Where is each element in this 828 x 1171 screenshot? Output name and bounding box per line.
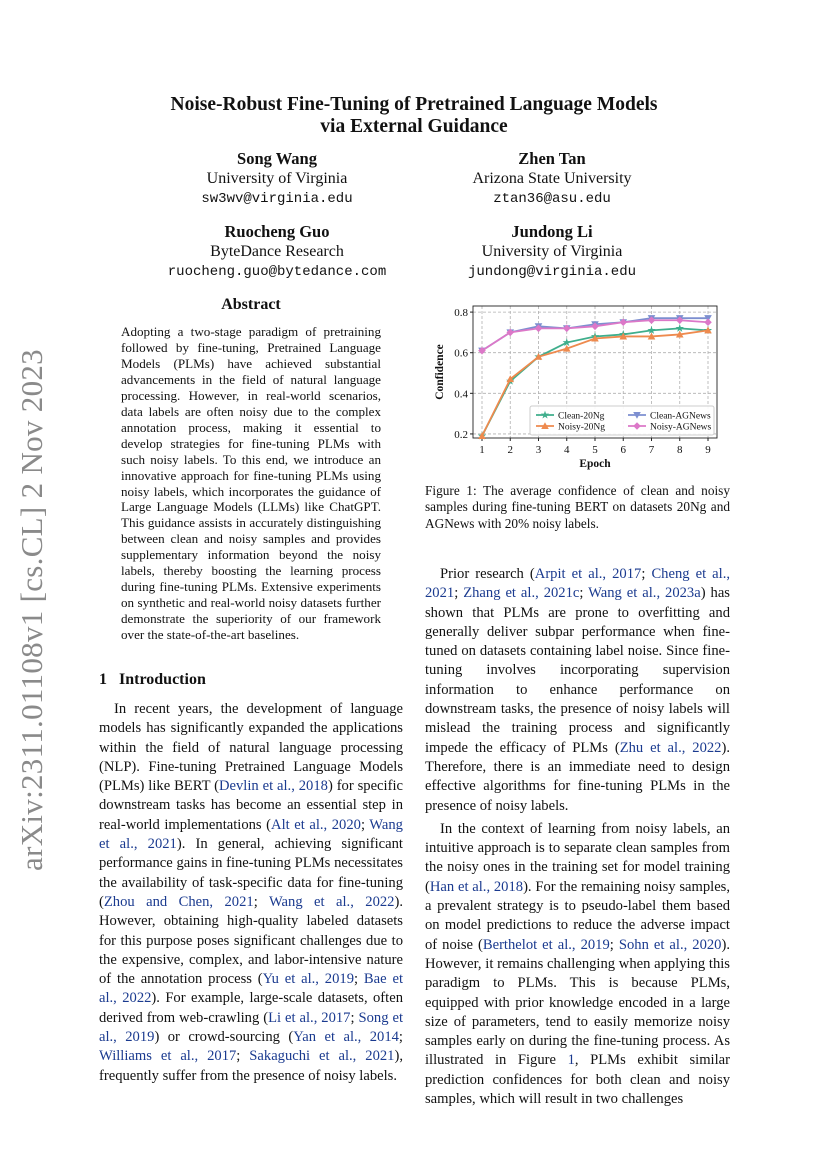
legend-label: Clean-20Ng [558, 411, 605, 422]
y-tick-label: 0.4 [454, 388, 468, 401]
author-block-3 [127, 222, 427, 282]
text-run: ; [360, 816, 370, 833]
x-tick-label: 5 [592, 444, 598, 456]
section-heading-introduction: 1 Introduction [99, 671, 206, 688]
author-email[interactable]: ztan36@asu.edu [493, 191, 611, 207]
author-email[interactable]: sw3wv@virginia.edu [201, 191, 353, 207]
text-run: ; [579, 585, 589, 602]
legend-label: Noisy-AGNews [650, 422, 712, 433]
y-tick-label: 0.8 [454, 307, 468, 320]
text-run: ). In general, achieving significant performance gains in fine-tuning PLMs necessitates the availability of task-specific data for fine-tuning ( [99, 836, 403, 910]
x-tick-label: 4 [564, 444, 570, 456]
x-tick-label: 9 [705, 444, 711, 456]
citation-link[interactable]: Berthelot et al., 2019 [482, 936, 610, 953]
author-name: Zhen Tan [518, 149, 586, 168]
arxiv-identifier: arXiv:2311.01108v1 [cs.CL] 2 Nov 2023 [14, 349, 49, 871]
author-name: Ruocheng Guo [224, 222, 330, 241]
citation-link[interactable]: Alt et al., 2020 [271, 816, 361, 833]
text-run: ; [641, 566, 652, 582]
paragraph [99, 700, 403, 1086]
text-run: ; [609, 936, 619, 953]
author-affiliation: ByteDance Research [210, 243, 344, 260]
citation-link[interactable]: Han et al., 2018 [429, 878, 524, 895]
text-run: , PLMs exhibit similar prediction confidences for both clean and noisy samples, which will result in two challenges [425, 1052, 731, 1108]
x-tick-label: 6 [620, 444, 626, 456]
citation-link[interactable]: Yu et al., 2019 [262, 971, 354, 988]
text-run: ; [454, 585, 464, 602]
author-name: Jundong Li [511, 222, 593, 241]
author-block-2 [402, 149, 702, 209]
paragraph [425, 565, 730, 816]
citation-link[interactable]: 1 [567, 1052, 575, 1069]
x-tick-label: 3 [535, 444, 542, 456]
text-run: ; [354, 971, 364, 988]
citation-link[interactable]: Li et al., 2017 [268, 1009, 351, 1026]
text-run: ; [236, 1048, 250, 1065]
legend-label: Noisy-20Ng [558, 422, 605, 433]
text-run: ). However, obtaining high-quality labeled datasets for this purpose poses significant challenges due to the expensive, complex, and labor-intensive nature of the annotation process ( [99, 893, 403, 988]
citation-link[interactable]: Yan et al., 2014 [293, 1029, 399, 1046]
text-run: Prior research ( [440, 566, 535, 582]
citation-link[interactable]: Williams et al., 2017 [99, 1048, 237, 1065]
author-affiliation: University of Virginia [481, 243, 623, 260]
author-email[interactable]: ruocheng.guo@bytedance.com [167, 264, 387, 280]
text-run: ). For the remaining noisy samples, a prevalent strategy is to pseudo-label them based on model predictions to reduce the adverse impact of noise ( [425, 878, 730, 953]
x-tick-label: 7 [648, 444, 655, 456]
text-run: ; [253, 893, 269, 910]
text-run: ). However, it remains challenging when applying this paradigm to PLMs. This is because PLMs, equipped with prior knowledge encoded in a large size of parameters, tend to easily memorize noisy samples early on during the fine-tuning process. As illustrated in Figure [425, 936, 730, 1069]
citation-link[interactable]: Sakaguchi et al., 2021 [249, 1048, 395, 1065]
citation-link[interactable]: Arpit et al., 2017 [534, 566, 642, 582]
citation-link[interactable]: Zhang et al., 2021c [463, 585, 580, 602]
x-tick-label: 1 [479, 444, 485, 456]
citation-link[interactable]: Devlin et al., 2018 [218, 778, 328, 795]
text-run: In recent years, the development of language models has significantly expanded the applications within the field of natural language processing (NLP). Fine-tuning Pretrained Language Models (PLMs) like BERT ( [99, 701, 403, 795]
text-run: In the context of learning from noisy labels, an intuitive approach is to separate clean samples from the noisy ones in the training set for model training ( [425, 820, 730, 895]
text-run: ) has shown that PLMs are prone to overfitting and generally deliver subpar performance when fine-tuned on datasets containing label noise. Since fine-tuning involves incorporating supervision information to enhance performance on downstream tasks, the presence of noisy labels will mislead the training process and significantly impede the efficacy of PLMs ( [425, 585, 730, 756]
citation-link[interactable]: Cheng et al., 2021 [425, 566, 731, 602]
title-line-1: Noise-Robust Fine-Tuning of Pretrained Language Models [170, 94, 658, 115]
figure-caption: Figure 1: The average confidence of clean and noisy samples during fine-tuning BERT on datasets 20Ng and AGNews with 20% noisy labels. [425, 483, 730, 531]
citation-link[interactable]: Wang et al., 2021 [99, 816, 403, 853]
text-run: ; [398, 1029, 403, 1046]
x-tick-label: 2 [507, 444, 513, 456]
y-tick-label: 0.2 [454, 428, 468, 441]
text-run: ) for specific downstream tasks has become an essential step in real-world implementations ( [99, 778, 403, 833]
citation-link[interactable]: Zhou and Chen, 2021 [103, 893, 254, 910]
author-affiliation: Arizona State University [472, 170, 632, 187]
text-run: ), frequently suffer from the presence of noisy labels. [99, 1048, 403, 1084]
abstract-heading: Abstract [221, 296, 281, 313]
author-affiliation: University of Virginia [206, 170, 348, 187]
author-block-1 [127, 149, 427, 209]
citation-link[interactable]: Song et al., 2019 [99, 1009, 403, 1046]
y-axis-label: Confidence [434, 344, 446, 400]
right-column-text [425, 565, 730, 1109]
abstract-text: Adopting a two-stage paradigm of pretraining followed by fine-tuning, Pretrained Language Models (PLMs) have achieved substantial advancements in the field of natural language processing. However, in real-world scenarios, data labels are often noisy due to the complex annotation process, making it essential to develop strategies for fine-tuning PLMs with such noisy labels. To this end, we introduce an innovative approach for fine-tuning PLMs using noisy labels, which incorporates the guidance of Large Language Models (LLMs) like ChatGPT. This guidance assists in accurately distinguishing between clean and noisy samples and provides supplementary information beyond the noisy labels, thereby boosting the learning process during fine-tuning PLMs. Extensive experiments on synthetic and real-world noisy datasets further demonstrate the superiority of our framework over the state-of-the-art baselines. [121, 324, 381, 643]
author-email[interactable]: jundong@virginia.edu [467, 264, 637, 280]
citation-link[interactable]: Sohn et al., 2020 [618, 936, 722, 953]
citation-link[interactable]: Zhu et al., 2022 [619, 739, 722, 756]
y-tick-label: 0.6 [454, 347, 468, 360]
citation-link[interactable]: Wang et al., 2022 [268, 893, 395, 910]
author-name: Song Wang [237, 149, 317, 168]
text-run: ). For example, large-scale datasets, often derived from web-crawling ( [99, 990, 403, 1026]
left-column-text [99, 700, 403, 1086]
text-run: ) or crowd-sourcing ( [154, 1029, 294, 1046]
text-run: ). Therefore, there is an immediate need to design effective algorithms for fine-tuning PLMs in the presence of noisy labels. [425, 739, 730, 814]
citation-link[interactable]: Bae et al., 2022 [99, 971, 404, 1007]
legend-label: Clean-AGNews [650, 411, 711, 422]
title-line-2: via External Guidance [320, 116, 508, 137]
author-block-4 [402, 222, 702, 282]
paper-title [100, 94, 728, 138]
text-run: ; [350, 1009, 359, 1026]
figure-1-chart [425, 300, 730, 472]
citation-link[interactable]: Wang et al., 2023a [588, 585, 701, 602]
paragraph [425, 820, 730, 1109]
data-point [704, 318, 712, 326]
x-tick-label: 8 [677, 444, 683, 456]
x-axis-label: Epoch [579, 458, 611, 470]
